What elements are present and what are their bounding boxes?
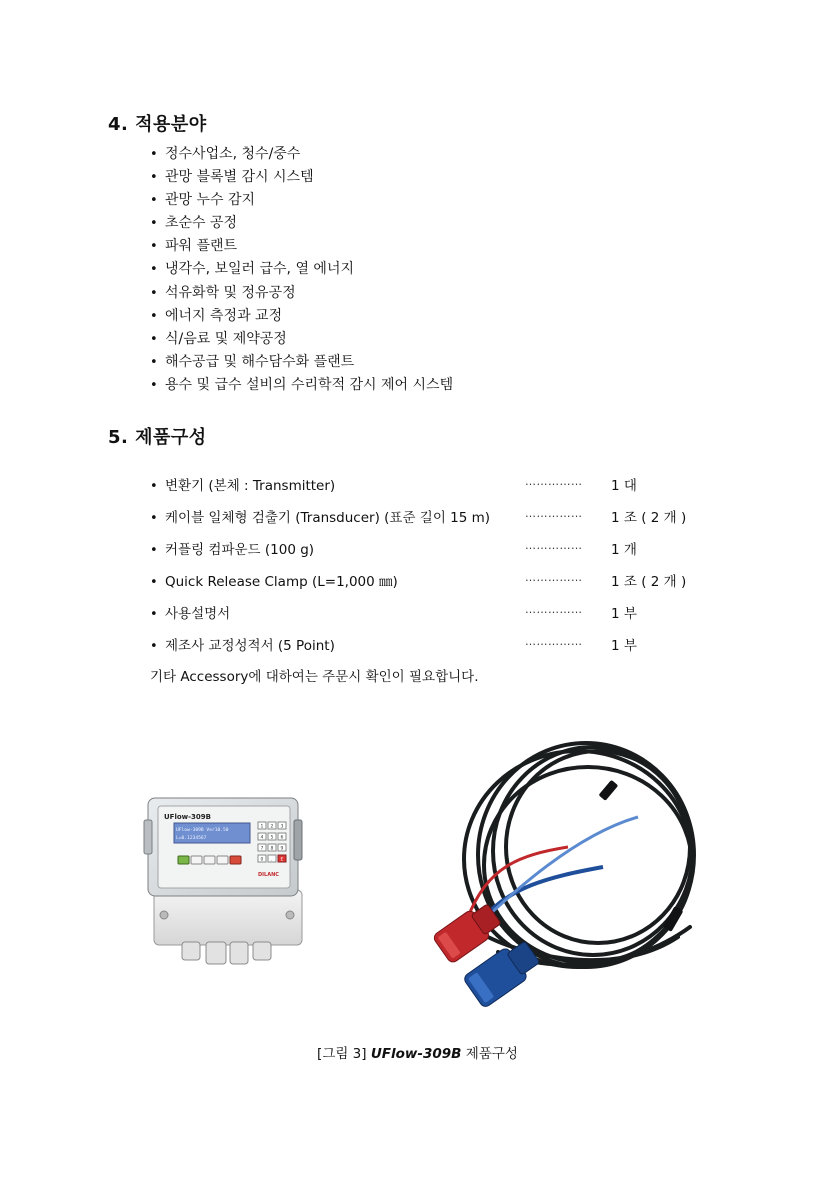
component-name: Quick Release Clamp (L=1,000 ㎜) — [165, 574, 398, 590]
component-name: 변환기 (본체 : Transmitter) — [165, 478, 336, 494]
lcd-line1: UFlow-309B Ver10.50 — [176, 828, 229, 833]
keypad-key: 9 — [280, 846, 284, 852]
bullet-icon: • — [150, 193, 158, 209]
transmitter-label: UFlow-309B — [164, 813, 211, 821]
accessory-note: 기타 Accessory에 대하여는 주문시 확인이 필요합니다. — [150, 669, 479, 685]
leader-dots: …………… — [525, 475, 583, 488]
component-name: 케이블 일체형 검출기 (Transducer) (표준 길이 15 m) — [165, 510, 491, 526]
keypad-key: 6 — [280, 835, 284, 841]
list-item: • 관망 누수 감지 — [150, 189, 453, 212]
caption-suffix: 제품구성 — [465, 1046, 518, 1062]
list-item: • 식/음료 및 제약공정 — [150, 328, 453, 351]
component-qty: 1 부 — [611, 638, 637, 654]
keypad-key: 1 — [260, 824, 264, 830]
bullet-icon: • — [150, 543, 158, 558]
list-item: • 냉각수, 보일러 급수, 열 에너지 — [150, 258, 453, 281]
bullet-icon: • — [150, 639, 158, 654]
bullet-icon: • — [150, 354, 158, 370]
component-qty: 1 대 — [611, 478, 637, 494]
keypad-key: 7 — [260, 846, 264, 852]
keypad-key: 5 — [270, 835, 274, 841]
component-qty: 1 개 — [611, 542, 637, 558]
bullet-icon: • — [150, 308, 158, 324]
component-qty: 1 조 ( 2 개 ) — [611, 574, 687, 590]
keypad-key: 8 — [270, 846, 274, 852]
bullet-icon: • — [150, 285, 158, 301]
leader-dots: …………… — [525, 507, 583, 520]
bullet-icon: • — [150, 262, 158, 278]
transducer-cable-image — [428, 727, 728, 1027]
component-name: 사용설명서 — [165, 606, 231, 622]
bullet-icon: • — [150, 511, 158, 526]
section4-heading: 4. 적용분야 — [108, 114, 207, 135]
component-qty: 1 부 — [611, 606, 637, 622]
bullet-icon: • — [150, 377, 158, 393]
caption-prefix: [그림 3] — [317, 1046, 367, 1062]
figure-caption — [0, 1042, 835, 1062]
bullet-icon: • — [150, 331, 158, 347]
bullet-icon: • — [150, 239, 158, 255]
caption-model: UFlow-309B — [370, 1046, 462, 1062]
keypad-key: 3 — [280, 824, 284, 830]
leader-dots: …………… — [525, 539, 583, 552]
component-name: 제조사 교정성적서 (5 Point) — [165, 638, 335, 654]
list-item: • 에너지 측정과 교정 — [150, 305, 453, 328]
bullet-icon: • — [150, 170, 158, 186]
bullet-icon: • — [150, 607, 158, 622]
leader-dots: …………… — [525, 603, 583, 616]
keypad-key: 0 — [260, 857, 264, 863]
bullet-icon: • — [150, 216, 158, 232]
lcd-line2: L=0.1234567 — [176, 836, 207, 841]
list-item: • 석유화학 및 정유공정 — [150, 282, 453, 305]
section5-heading: 5. 제품구성 — [108, 427, 207, 448]
list-item: • 파워 플랜트 — [150, 235, 453, 258]
list-item: • 용수 및 급수 설비의 수리학적 감시 제어 시스템 — [150, 374, 453, 397]
keypad-key: 4 — [260, 835, 264, 841]
bullet-icon: • — [150, 575, 158, 590]
list-item: • 초순수 공정 — [150, 212, 453, 235]
component-qty: 1 조 ( 2 개 ) — [611, 510, 687, 526]
leader-dots: …………… — [525, 571, 583, 584]
leader-dots: …………… — [525, 635, 583, 648]
bullet-icon: • — [150, 147, 158, 162]
brand-logo: DILANC — [258, 872, 279, 878]
component-name: 커플링 컴파운드 (100 g) — [165, 542, 315, 558]
list-item: • 정수사업소, 청수/중수 — [150, 143, 453, 166]
transmitter-image — [140, 790, 310, 975]
application-list — [150, 143, 453, 397]
keypad-key: 2 — [270, 824, 274, 830]
bullet-icon: • — [150, 479, 158, 494]
keypad-key: E — [280, 857, 284, 863]
keypad-key: . — [270, 857, 272, 863]
list-item: • 관망 블록별 감시 시스템 — [150, 166, 453, 189]
list-item: • 해수공급 및 해수담수화 플랜트 — [150, 351, 453, 374]
